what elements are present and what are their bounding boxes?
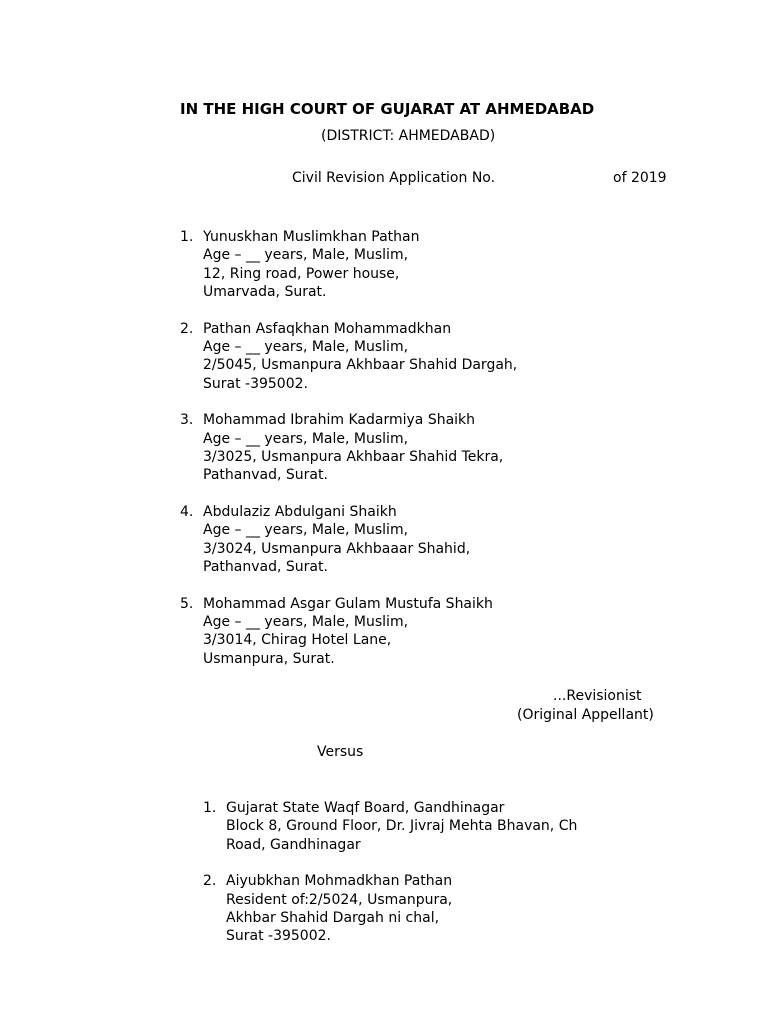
party-number: 2. [203,873,217,890]
revisionist-entry [180,503,517,577]
party-detail-line: Pathanvad, Surat. [203,559,328,576]
party-detail-line: Akhbar Shahid Dargah ni chal, [226,910,440,927]
party-detail-line: Surat -395002. [203,375,308,392]
party-name: Pathan Asfaqkhan Mohammadkhan [203,320,452,337]
party-detail-line: Pathanvad, Surat. [203,467,328,484]
party-detail-line: Road, Gandhinagar [226,836,361,853]
party-detail-line: Usmanpura, Surat. [203,650,335,667]
party-detail-line: Umarvada, Surat. [203,284,327,301]
party-detail-line: Block 8, Ground Floor, Dr. Jivraj Mehta Bhavan, Ch [226,818,578,835]
party-number: 2. [180,320,194,337]
revisionist-entry [180,411,517,485]
versus-label: Versus [317,744,364,760]
district-line: (DISTRICT: AHMEDABAD) [321,128,496,144]
party-name: Aiyubkhan Mohmadkhan Pathan [226,873,453,890]
party-name: Yunuskhan Muslimkhan Pathan [203,229,420,245]
revisionist-list [180,228,517,686]
respondent-entry [203,872,577,946]
party-detail-line: 3/3014, Chirag Hotel Lane, [203,632,392,649]
party-number: 3. [180,412,194,429]
party-detail-line: 12, Ring road, Power house, [203,265,400,282]
original-appellant-label: (Original Appellant) [517,707,654,723]
case-year: of 2019 [613,170,667,186]
respondent-list [203,799,577,964]
party-detail-line: Age – __ years, Male, Muslim, [203,339,409,356]
party-number: 1. [203,800,217,816]
party-name: Abdulaziz Abdulgani Shaikh [203,503,397,520]
party-detail-line: Age – __ years, Male, Muslim, [203,613,409,630]
revisionist-role-label: ...Revisionist [553,688,642,704]
party-detail-line: Resident of:2/5024, Usmanpura, [226,891,453,908]
revisionist-entry [180,228,517,302]
court-title: IN THE HIGH COURT OF GUJARAT AT AHMEDABAD [180,100,595,118]
case-number-label: Civil Revision Application No. [292,170,496,186]
revisionist-entry [180,320,517,394]
party-name: Mohammad Ibrahim Kadarmiya Shaikh [203,412,476,429]
party-detail-line: 3/3024, Usmanpura Akhbaaar Shahid, [203,540,471,557]
party-number: 4. [180,503,194,520]
party-detail-line: Surat -395002. [226,928,331,945]
party-number: 1. [180,229,194,245]
party-detail-line: 2/5045, Usmanpura Akhbaar Shahid Dargah, [203,357,518,374]
party-detail-line: Age – __ years, Male, Muslim, [203,247,409,264]
party-name: Gujarat State Waqf Board, Gandhinagar [226,800,505,816]
revisionist-entry [180,595,517,669]
party-detail-line: 3/3025, Usmanpura Akhbaar Shahid Tekra, [203,449,504,466]
party-detail-line: Age – __ years, Male, Muslim, [203,522,409,539]
party-name: Mohammad Asgar Gulam Mustufa Shaikh [203,595,493,612]
party-detail-line: Age – __ years, Male, Muslim, [203,430,409,447]
party-number: 5. [180,595,194,612]
respondent-entry [203,799,577,854]
